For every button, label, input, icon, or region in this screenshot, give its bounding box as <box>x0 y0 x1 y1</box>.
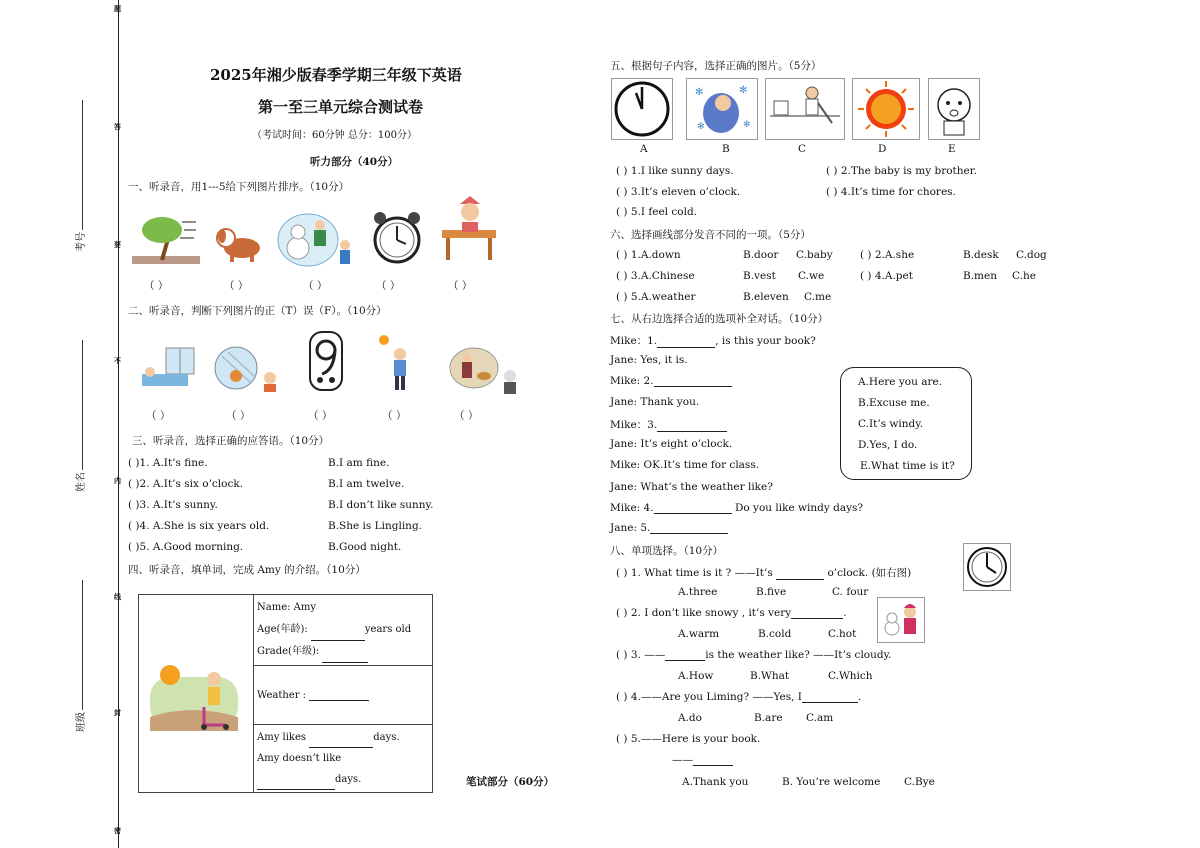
s5-letter: E <box>948 143 956 155</box>
s8-option: B.cold <box>758 628 792 640</box>
s8-option: A.Thank you <box>682 776 749 788</box>
age-unit: years old <box>364 624 412 635</box>
s8-question[interactable] <box>616 565 911 580</box>
s5-letter: D <box>878 143 887 155</box>
exam-subtitle: 第一至三单元综合测试卷 <box>258 98 424 116</box>
s3-question[interactable]: ( )2. A.It’s six o’clock. <box>128 478 244 490</box>
s8-question[interactable]: ( ) 5.——Here is your book. <box>616 733 761 745</box>
s8-text: —— <box>672 754 693 766</box>
s1-answer-paren[interactable]: （ ） <box>224 280 249 292</box>
s8-option: A.How <box>678 670 714 682</box>
s5-picture-c <box>765 78 845 140</box>
clock-eleven-icon <box>612 79 672 139</box>
s6-question[interactable]: ( ) 3.A.Chinese <box>616 270 695 282</box>
amy-weather-cell <box>254 666 433 725</box>
s6-question[interactable]: ( ) 1.A.down <box>616 249 681 261</box>
s1-heading: 一、听录音，用1---5给下列图片排序。（10分） <box>128 181 350 193</box>
dialogue-line: Jane: What’s the weather like? <box>610 481 773 493</box>
svg-text:✻: ✻ <box>739 85 748 96</box>
s3-option-b: B.Good night. <box>328 541 402 553</box>
grade-blank[interactable] <box>322 652 368 663</box>
s8-option: C. four <box>832 586 869 598</box>
dialogue-line: Mike: OK.It’s time for class. <box>610 459 760 471</box>
s8-question[interactable] <box>616 649 891 661</box>
svg-text:✻: ✻ <box>695 87 704 98</box>
s3-option-b: B.I don’t like sunny. <box>328 499 434 511</box>
margin-char: 内 <box>114 476 121 485</box>
baby-icon <box>929 79 979 139</box>
s3-option-b: B.I am fine. <box>328 457 390 469</box>
s5-question[interactable]: ( ) 2.The baby is my brother. <box>826 165 977 177</box>
exam-no-blank[interactable] <box>82 100 83 230</box>
s1-answer-paren[interactable]: （ ） <box>448 280 473 292</box>
class-blank[interactable] <box>82 580 83 710</box>
s2-answer-paren[interactable]: （ ） <box>382 410 407 422</box>
s8-question[interactable]: ( ) 2. I don’t like snowy , it’s very . <box>616 607 847 619</box>
alarm-clock-picture <box>370 210 424 266</box>
dialogue-text: Mike：3. <box>610 419 658 431</box>
s8-text: o’clock. (如右图) <box>827 567 912 579</box>
dialogue-text: Do you like windy days? <box>734 502 864 514</box>
dialogue-line: Jane: It’s eight o’clock. <box>610 438 733 450</box>
s5-question[interactable]: ( ) 1.I like sunny days. <box>616 165 734 177</box>
s5-letter: B <box>722 143 730 155</box>
s8-heading: 八、单项选择。（10分） <box>610 545 724 557</box>
s5-picture-e <box>928 78 980 140</box>
number-nine-picture <box>304 330 348 394</box>
s6-option: C.we <box>798 270 825 282</box>
s3-question[interactable]: ( )5. A.Good morning. <box>128 541 244 553</box>
dialogue-option: D.Yes, I do. <box>858 439 918 451</box>
s8-option: A.warm <box>678 628 720 640</box>
dialogue-option: C.It’s windy. <box>858 418 924 430</box>
sun-icon <box>853 79 919 139</box>
dialogue-text: Mike: 2. <box>610 375 654 387</box>
s7-heading: 七、从右边选择合适的选项补全对话。（10分） <box>610 313 829 325</box>
s5-picture-d <box>852 78 920 140</box>
s5-question[interactable]: ( ) 3.It’s eleven o’clock. <box>616 186 741 198</box>
s8-option: C.am <box>806 712 834 724</box>
s6-option: B.eleven <box>743 291 789 303</box>
s8-option: B.are <box>754 712 783 724</box>
dialogue-blank-5[interactable] <box>650 523 728 534</box>
s3-question[interactable]: ( )3. A.It’s sunny. <box>128 499 218 511</box>
dialogue-blank-2[interactable] <box>654 376 732 387</box>
amy-name: Name: Amy <box>257 602 317 613</box>
bed-window-picture <box>140 346 196 392</box>
writing-title: 笔试部分（60分） <box>466 776 555 788</box>
s5-picture-b <box>686 78 758 140</box>
s8-option: C.Bye <box>904 776 935 788</box>
s8-blank-3[interactable] <box>665 650 705 661</box>
dialogue-text: , is this your book? <box>715 335 816 347</box>
margin-char: 不 <box>114 356 121 365</box>
s8-snow-picture <box>877 597 925 643</box>
amy-info-table <box>138 594 433 793</box>
amy-likes-cell <box>254 725 433 793</box>
amy-grade-line <box>257 641 429 663</box>
age-blank[interactable] <box>311 630 365 641</box>
dialogue-line: Jane: Yes, it is. <box>610 354 688 366</box>
s3-option-b: B.I am twelve. <box>328 478 405 490</box>
margin-char: 答 <box>114 122 121 131</box>
age-label: Age(年龄): <box>257 624 308 635</box>
s8-option: B.five <box>756 586 787 598</box>
amy-dislike-label: Amy doesn’t like <box>257 753 342 764</box>
dialogue-line: Jane: Thank you. <box>610 396 700 408</box>
likes-unit: days. <box>373 732 400 743</box>
s2-answer-paren[interactable]: （ ） <box>454 410 479 422</box>
amy-age-line <box>257 619 429 641</box>
s2-answer-paren[interactable]: （ ） <box>146 410 171 422</box>
s8-option: C.hot <box>828 628 857 640</box>
s2-answer-paren[interactable]: （ ） <box>226 410 251 422</box>
s2-heading: 二、听录音，判断下列图片的正（T）误（F）。（10分） <box>128 305 387 317</box>
s3-option-b: B.She is Lingling. <box>328 520 422 532</box>
dialogue-line <box>610 502 863 514</box>
listening-title: 听力部分（40分） <box>310 156 399 168</box>
s3-question[interactable]: ( )1. A.It’s fine. <box>128 457 208 469</box>
dialogue-text: Jane: 5. <box>610 522 651 534</box>
dialogue-option: E.What time is it? <box>860 460 955 472</box>
amy-basic-cell <box>254 595 433 666</box>
name-label: 姓名 <box>76 472 87 492</box>
dialogue-text: Mike: 4. <box>610 502 654 514</box>
amy-dislike-line <box>257 769 429 790</box>
cold-person-icon <box>687 79 757 139</box>
s6-option: B.men <box>963 270 997 282</box>
s8-text: is the weather like? ——It’s cloudy. <box>705 649 892 661</box>
windy-tree-picture <box>132 212 200 266</box>
boy-sun-picture <box>376 334 416 394</box>
amy-scooter-picture <box>142 647 246 737</box>
margin-char: 题 <box>114 4 121 13</box>
s1-answer-paren[interactable]: （ ） <box>303 280 328 292</box>
s1-answer-paren[interactable]: （ ） <box>376 280 401 292</box>
man-dog-picture <box>448 346 524 396</box>
s8-blank-1[interactable] <box>776 569 824 580</box>
weather-label: Weather : <box>257 689 307 701</box>
exam-no-label: 考号 <box>76 232 87 252</box>
s5-heading: 五、根据句子内容，选择正确的图片。（5分） <box>610 60 822 72</box>
s6-question[interactable]: ( ) 5.A.weather <box>616 291 696 303</box>
s6-option: C.dog <box>1016 249 1047 261</box>
s8-option: B. You’re welcome <box>782 776 881 788</box>
girl-at-desk-picture <box>440 196 502 266</box>
s1-answer-paren[interactable]: （ ） <box>144 280 169 292</box>
margin-char: 封 <box>114 708 121 717</box>
svg-text:✻: ✻ <box>743 120 751 130</box>
s5-letter: A <box>640 143 648 155</box>
s6-option: B.door <box>743 249 779 261</box>
s2-answer-paren[interactable]: （ ） <box>308 410 333 422</box>
dialogue-line <box>610 522 728 534</box>
dialogue-line <box>610 375 732 387</box>
s8-blank-4[interactable] <box>802 692 858 703</box>
clock-four-icon <box>964 544 1010 590</box>
s8-text: ( ) 2. I don’t like snowy , it’s very <box>616 607 792 619</box>
dislike-unit: days. <box>335 774 362 785</box>
puppy-picture <box>214 220 266 264</box>
s4-heading: 四、听录音，填单词，完成 Amy 的介绍。（10分） <box>128 564 366 576</box>
dialogue-line <box>610 333 816 348</box>
amy-picture-cell <box>139 595 254 793</box>
margin-char: 要 <box>114 240 121 249</box>
s8-option: A.do <box>678 712 702 724</box>
s8-text: ( ) 1. What time is it ? ——It’s <box>616 567 773 579</box>
likes-label: Amy likes <box>257 732 307 743</box>
s8-clock-picture <box>963 543 1011 591</box>
s6-option: B.vest <box>743 270 776 282</box>
window-cat-picture <box>214 346 286 394</box>
s6-option: C.baby <box>796 249 833 261</box>
dialogue-option: A.Here you are. <box>858 376 943 388</box>
dialogue-blank-4[interactable] <box>654 503 732 514</box>
dialogue-text: Mike：1. <box>610 335 658 347</box>
snowman-kids-picture <box>276 212 358 268</box>
s8-option: C.Which <box>828 670 873 682</box>
s8-option: B.What <box>750 670 790 682</box>
svg-text:✻: ✻ <box>697 122 705 132</box>
exam-title: 2025年湘少版春季学期三年级下英语 <box>210 66 462 84</box>
s5-picture-a <box>611 78 673 140</box>
s8-answer-line <box>672 754 733 766</box>
margin-char: 密 <box>114 826 121 835</box>
s3-question[interactable]: ( )4. A.She is six years old. <box>128 520 270 532</box>
s8-blank-2[interactable] <box>791 608 843 619</box>
grade-label: Grade(年级): <box>257 646 320 657</box>
dialogue-blank-1[interactable] <box>657 337 715 348</box>
weather-blank[interactable] <box>309 690 369 701</box>
class-label: 班级 <box>76 712 87 732</box>
s8-question[interactable]: ( ) 4.——Are you Liming? ——Yes, I . <box>616 691 862 703</box>
s8-blank-5[interactable] <box>693 755 733 766</box>
margin-char: 线 <box>114 592 121 601</box>
s5-letter: C <box>798 143 807 155</box>
s3-heading: 三、听录音，选择正确的应答语。（10分） <box>132 435 330 447</box>
dislike-blank[interactable] <box>257 779 335 790</box>
likes-blank[interactable] <box>309 737 373 748</box>
dialogue-blank-3[interactable] <box>657 421 727 432</box>
s6-option: C.he <box>1012 270 1036 282</box>
s6-option: C.me <box>804 291 832 303</box>
s6-question[interactable]: ( ) 2.A.she <box>860 249 915 261</box>
exam-info: （考试时间：60分钟 总分：100分） <box>252 130 417 141</box>
dialogue-line <box>610 417 727 432</box>
s8-text: ( ) 3. —— <box>616 649 666 661</box>
s6-heading: 六、选择画线部分发音不同的一项。（5分） <box>610 229 811 241</box>
s8-text: ( ) 4.——Are you Liming? ——Yes, I <box>616 691 802 703</box>
s6-question[interactable]: ( ) 4.A.pet <box>860 270 913 282</box>
chores-icon <box>766 79 844 139</box>
s6-option: B.desk <box>963 249 999 261</box>
s5-question[interactable]: ( ) 4.It’s time for chores. <box>826 186 956 198</box>
girl-snowman-icon <box>878 598 924 642</box>
s5-question[interactable]: ( ) 5.I feel cold. <box>616 206 698 218</box>
dialogue-option: B.Excuse me. <box>858 397 930 409</box>
s8-option: A.three <box>678 586 718 598</box>
amy-likes-line <box>257 727 429 748</box>
name-blank[interactable] <box>82 340 83 470</box>
